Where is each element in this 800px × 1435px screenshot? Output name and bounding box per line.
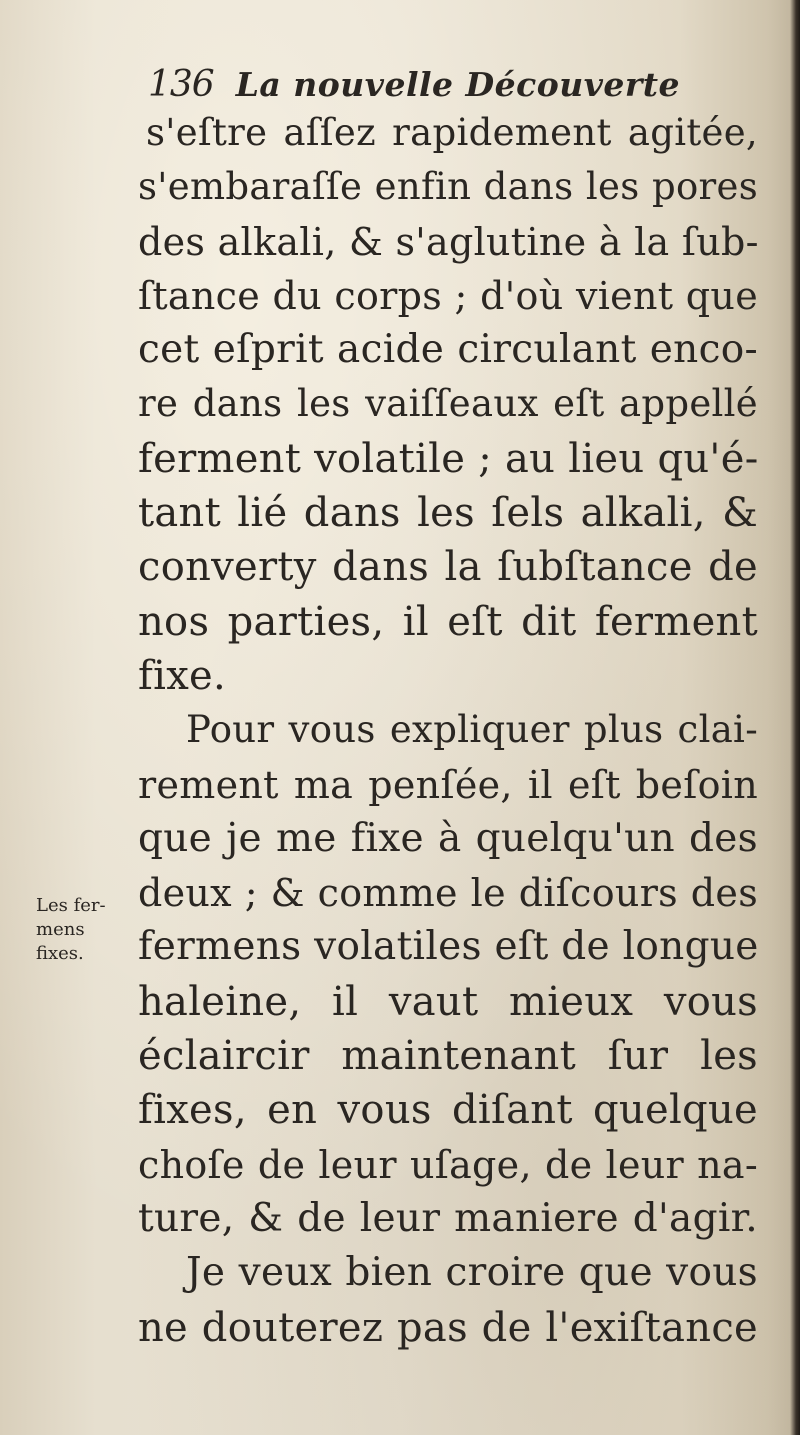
text-line: nos parties, il eſt dit ferment (138, 598, 758, 645)
text-line: s'embaraſſe enfin dans les pores (138, 165, 758, 209)
text-line: haleine, il vaut mieux vous (138, 978, 758, 1025)
text-line: ſtance du corps ; d'où vient que (138, 273, 758, 318)
text-line: rement ma penſée, il eſt beſoin (138, 762, 758, 807)
marginal-note-line: mens (36, 919, 85, 940)
text-line: ture, & de leur maniere d'agir. (138, 1195, 758, 1241)
text-line: cet eſprit acide circulant enco- (138, 327, 758, 373)
marginal-note-line: fixes. (36, 943, 84, 964)
marginal-note-line: Les fer- (36, 895, 106, 916)
text-line: fermens volatiles eſt de longue (138, 924, 759, 970)
text-line: converty dans la ſubſtance de (138, 544, 758, 591)
text-line: éclaircir maintenant ſur les (138, 1033, 758, 1080)
text-line: ne douterez pas de l'exiſtance (138, 1304, 758, 1351)
text-line: des alkali, & s'aglutine à la ſub- (138, 219, 759, 264)
text-line: choſe de leur uſage, de leur na- (138, 1142, 758, 1187)
text-line: s'eſtre aſſez rapidement agitée, (146, 111, 758, 154)
text-line: re dans les vaiſſeaux eſt appellé (138, 382, 758, 426)
running-title: La nouvelle Découverte (235, 65, 681, 104)
book-spine-shadow (790, 0, 800, 1435)
text-line: deux ; & comme le diſcours des (138, 871, 758, 916)
text-line: que je me fixe à quelqu'un des (138, 815, 758, 861)
text-line: tant lié dans les ſels alkali, & (138, 490, 758, 537)
body-text (138, 106, 758, 1355)
text-line: fixe. (138, 652, 227, 699)
page-number: 136 (148, 64, 214, 105)
text-line: ferment volatile ; au lieu qu'é- (138, 435, 759, 482)
text-line: Je veux bien croire que vous (186, 1250, 758, 1296)
marginal-note (36, 894, 126, 966)
text-line: Pour vous expliquer plus clai- (186, 708, 758, 752)
text-line: fixes, en vous diſant quelque (138, 1087, 758, 1134)
